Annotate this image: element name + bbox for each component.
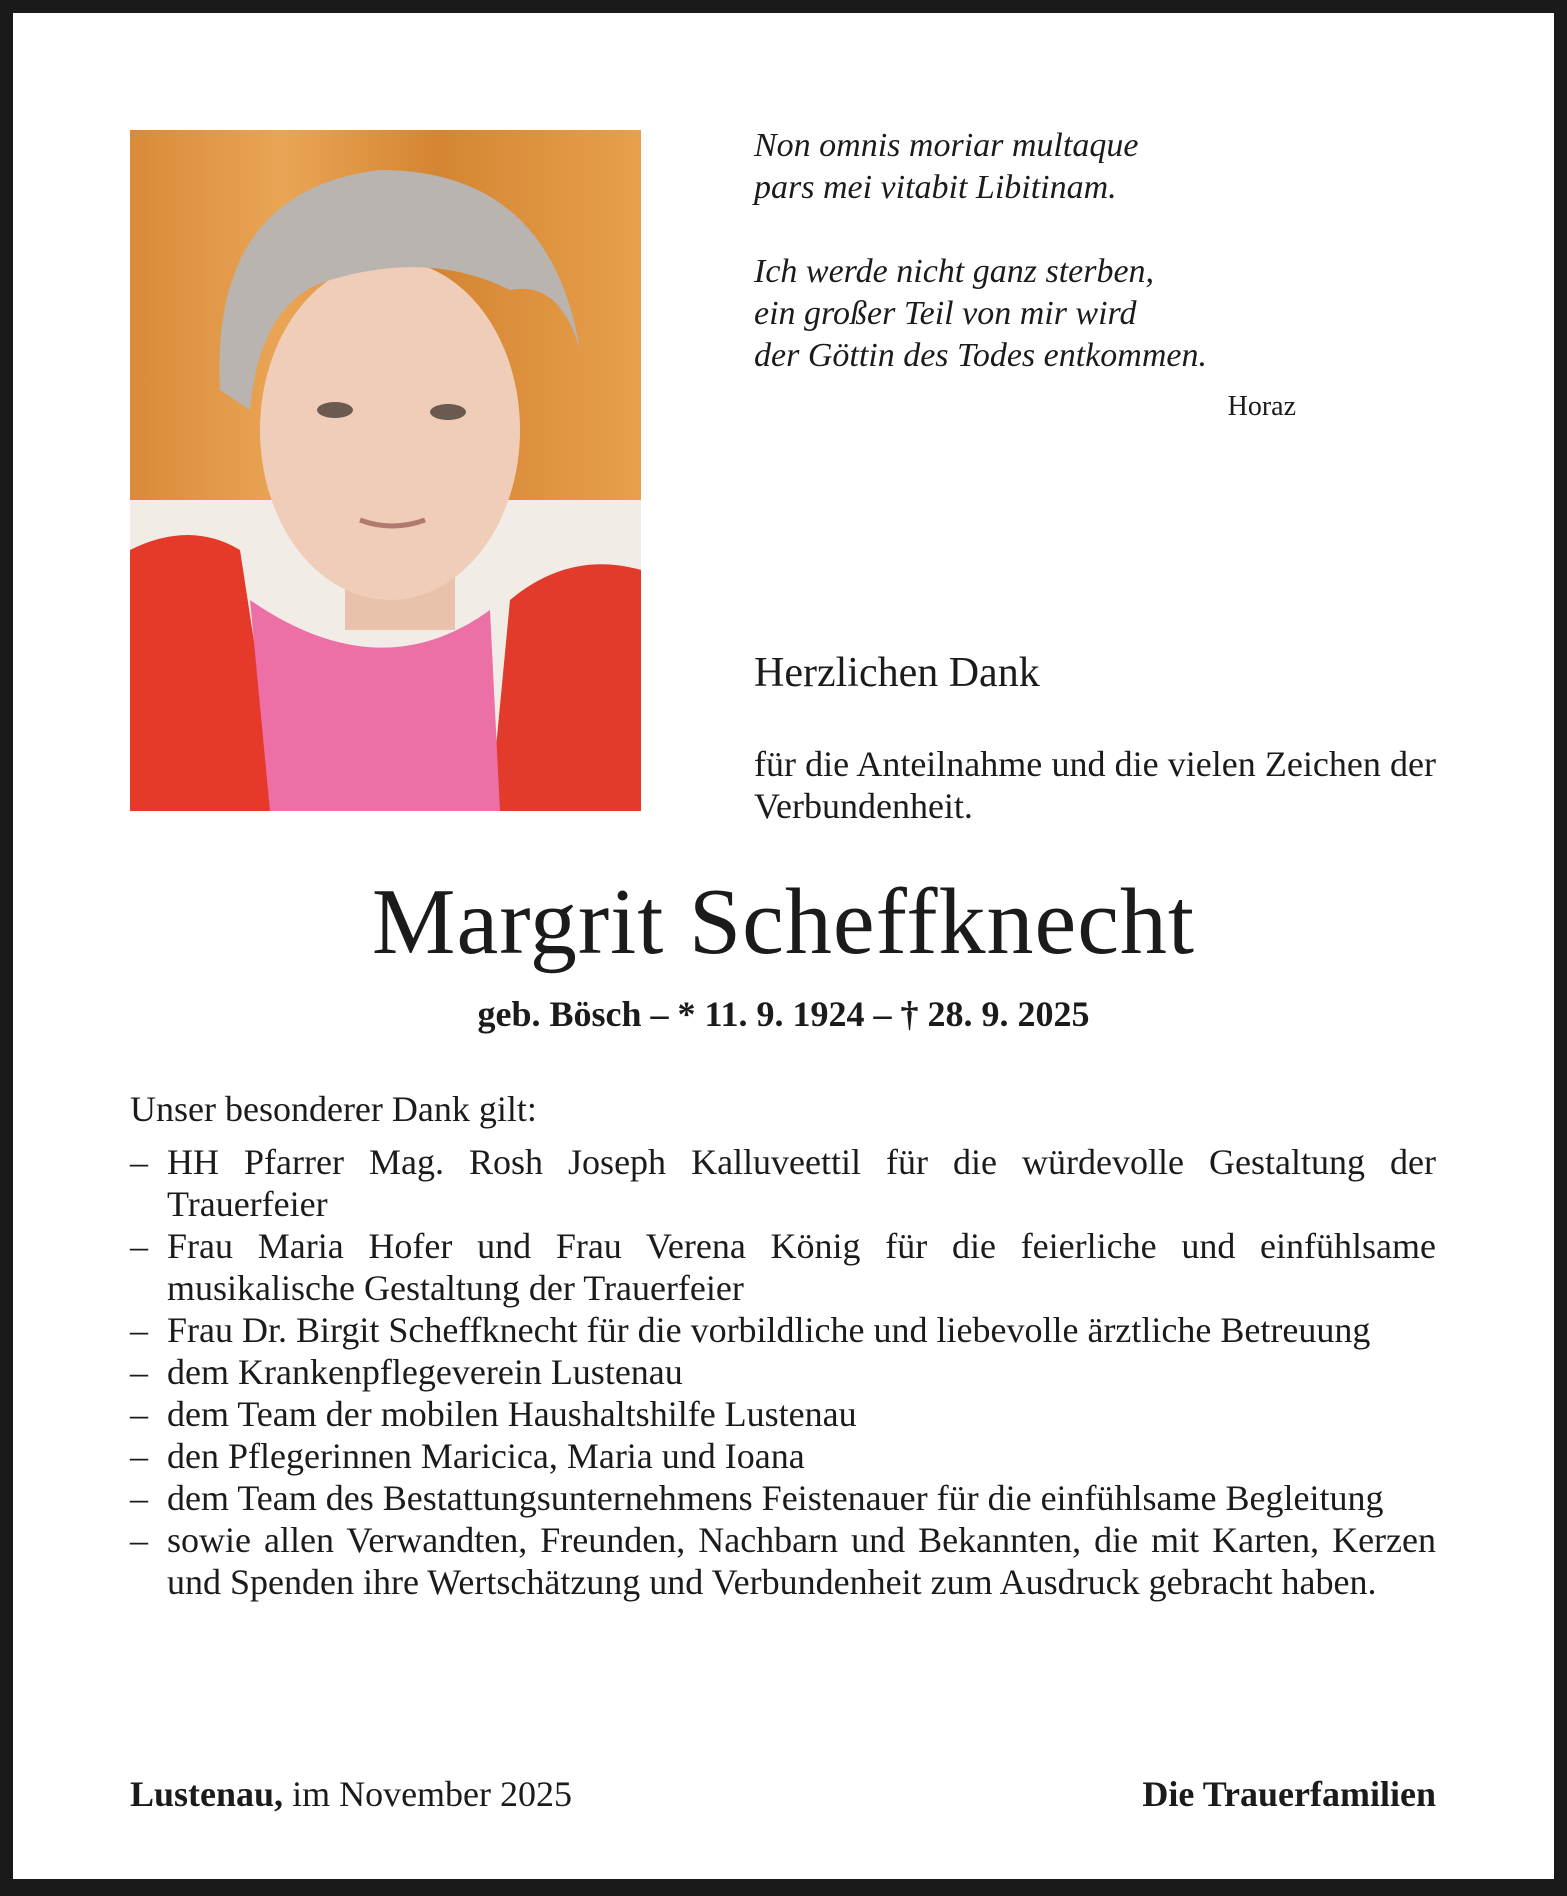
list-item <box>130 1225 1436 1309</box>
list-item-text: den Pflegerinnen Maricica, Maria und Ioana <box>167 1436 805 1476</box>
footer-place-date <box>130 1773 572 1815</box>
list-item <box>130 1477 1436 1519</box>
list-item-text: sowie allen Verwandten, Freunden, Nachbarn und Bekannten, die mit Karten, Kerzen und Spenden ihre Wertschätzung und Verbundenheit zum Ausdruck gebracht haben. <box>167 1520 1436 1602</box>
dash: – <box>130 1520 148 1560</box>
list-item <box>130 1141 1436 1225</box>
quote-line: Ich werde nicht ganz sterben, <box>754 253 1155 290</box>
list-item-text: Frau Maria Hofer und Frau Verena König für die feierliche und einfühlsame musikalische Gestaltung der Trauerfeier <box>167 1226 1436 1308</box>
list-item <box>130 1393 1436 1435</box>
list-item <box>130 1351 1436 1393</box>
quote-author: Horaz <box>1227 391 1296 422</box>
thanks-text: für die Anteilnahme und die vielen Zeichen der Verbundenheit. <box>754 744 1436 826</box>
deceased-name: Margrit Scheffknecht <box>371 870 1196 974</box>
list-item <box>130 1435 1436 1477</box>
list-item-text: HH Pfarrer Mag. Rosh Joseph Kalluveettil für die würdevolle Gestaltung der Trauerfeier <box>167 1142 1436 1224</box>
dash: – <box>130 1226 148 1266</box>
quote-line: der Göttin des Todes entkommen. <box>754 337 1207 374</box>
special-thanks-heading: Unser besonderer Dank gilt: <box>130 1089 537 1129</box>
dash: – <box>130 1352 148 1392</box>
dash: – <box>130 1478 148 1518</box>
dash: – <box>130 1310 148 1350</box>
list-item <box>130 1519 1436 1603</box>
deceased-details: geb. Bösch – * 11. 9. 1924 – † 28. 9. 2025 <box>477 994 1090 1034</box>
dash: – <box>130 1394 148 1434</box>
quote-line: ein großer Teil von mir wird <box>754 295 1137 332</box>
list-item <box>130 1309 1436 1351</box>
footer-place: Lustenau, <box>130 1774 284 1814</box>
quote <box>754 125 1207 419</box>
list-item-text: dem Krankenpflegeverein Lustenau <box>167 1352 683 1392</box>
footer-date: im November 2025 <box>283 1774 573 1814</box>
list-item-text: dem Team des Bestattungsunternehmens Feistenauer für die einfühlsame Begleitung <box>167 1478 1384 1518</box>
special-thanks-list <box>130 1141 1436 1603</box>
thanks-heading: Herzlichen Dank <box>754 650 1040 696</box>
footer-signature: Die Trauerfamilien <box>1142 1774 1436 1814</box>
dash: – <box>130 1436 148 1476</box>
quote-german <box>754 251 1207 377</box>
list-item-text: dem Team der mobilen Haushaltshilfe Lustenau <box>167 1394 857 1434</box>
quote-latin <box>754 125 1207 209</box>
obituary-page <box>13 13 1554 1879</box>
portrait-photo <box>130 130 641 811</box>
quote-line: pars mei vitabit Libitinam. <box>754 169 1117 206</box>
quote-line: Non omnis moriar multaque <box>754 127 1139 164</box>
dash: – <box>130 1142 148 1182</box>
list-item-text: Frau Dr. Birgit Scheffknecht für die vorbildliche und liebevolle ärztliche Betreuung <box>167 1310 1371 1350</box>
